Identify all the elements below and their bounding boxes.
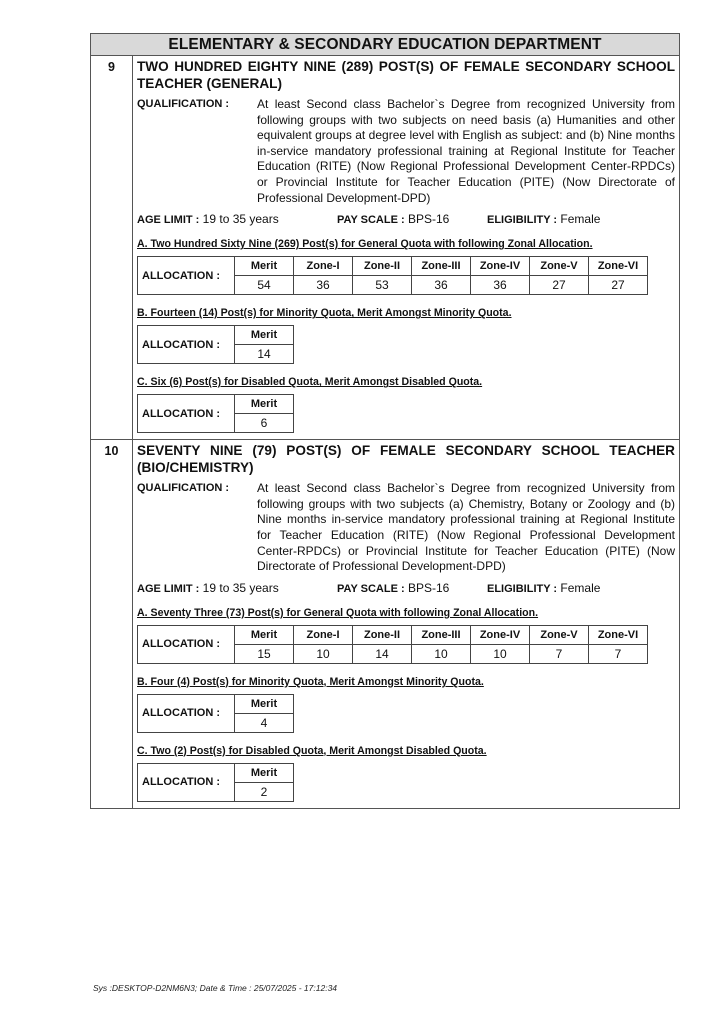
zone-value: 53 — [353, 276, 412, 295]
zone-header: Zone-VI — [589, 625, 648, 644]
zonal-allocation-table — [137, 625, 648, 664]
system-footer: Sys :DESKTOP-D2NM6N3; Date & Time : 25/07/2025 - 17:12:34 — [93, 983, 338, 993]
merit-header: Merit — [235, 694, 294, 713]
zone-value: 10 — [471, 644, 530, 663]
zone-header: Zone-I — [294, 625, 353, 644]
zone-value: 10 — [412, 644, 471, 663]
general-quota-heading: A. Seventy Three (73) Post(s) for General Quota with following Zonal Allocation. — [137, 606, 539, 619]
age-limit-value: 19 to 35 years — [202, 212, 279, 227]
allocation-label: ALLOCATION : — [138, 326, 235, 364]
qualification-label: QUALIFICATION : — [137, 98, 230, 110]
job-title: SEVENTY NINE (79) POST(S) OF FEMALE SECONDARY SCHOOL TEACHER (BIO/CHEMISTRY) — [137, 443, 675, 476]
job-title: TWO HUNDRED EIGHTY NINE (289) POST(S) OF FEMALE SECONDARY SCHOOL TEACHER (GENERAL) — [137, 59, 675, 91]
zone-value: 7 — [589, 644, 648, 663]
age-limit — [137, 581, 337, 595]
merit-value: 4 — [235, 713, 294, 732]
pay-scale — [337, 212, 487, 226]
qualification-text: At least Second class Bachelor`s Degree from recognized University from following groups with two subjects (a) Chemistry, Botany or Zoology and (b) Nine months in-service mandatory professional training at Regional Institute for Teacher Education (RITE) (Now Regional Professional Development Center-RPDCs) or Provincial Institute for Teacher Education (PITE) (Now Directorate of Professional Development-DPD) — [257, 481, 675, 574]
allocation-label: ALLOCATION : — [138, 694, 235, 732]
eligibility — [487, 212, 600, 226]
age-limit — [137, 212, 337, 226]
zone-value: 7 — [530, 644, 589, 663]
disabled-allocation-table — [137, 763, 294, 802]
qualification-row — [137, 481, 675, 575]
job-entry — [91, 56, 679, 440]
zone-header: Zone-V — [530, 257, 589, 276]
merit-header: Merit — [235, 763, 294, 782]
qualification-label: QUALIFICATION : — [137, 482, 230, 495]
zone-header: Merit — [235, 625, 294, 644]
job-number: 9 — [91, 56, 133, 439]
general-quota-heading: A. Two Hundred Sixty Nine (269) Post(s) for General Quota with following Zonal Allocation. — [137, 238, 593, 251]
zone-header: Zone-II — [353, 257, 412, 276]
zone-value: 14 — [353, 644, 412, 663]
minority-quota-heading: B. Four (4) Post(s) for Minority Quota, Merit Amongst Minority Quota. — [137, 675, 484, 688]
pay-scale-value: BPS-16 — [408, 580, 450, 595]
pay-scale — [337, 581, 487, 595]
zone-value: 54 — [235, 276, 294, 295]
qualification-text: At least Second class Bachelor`s Degree from recognized University from following groups with two subjects on need basis (a) Humanities and other equivalent groups at degree level with English as subject: and (b) Nine months in-service mandatory professional training at Regional Institute for Teacher Education (RITE) (Now Regional Professional Development Center-RPDCs) or Provincial Institute for Teacher Education (PITE) (Now Directorate of Professional Development-DPD) — [257, 97, 675, 205]
allocation-label: ALLOCATION : — [138, 625, 235, 663]
merit-header: Merit — [235, 395, 294, 414]
job-meta-row — [137, 581, 675, 595]
allocation-label: ALLOCATION : — [138, 257, 235, 295]
minority-allocation-table — [137, 694, 294, 733]
zone-value: 36 — [412, 276, 471, 295]
zone-header: Zone-VI — [589, 257, 648, 276]
zone-header: Merit — [235, 257, 294, 276]
department-header: ELEMENTARY & SECONDARY EDUCATION DEPARTMENT — [91, 33, 679, 56]
advertisement-sheet — [90, 33, 680, 809]
zone-value: 15 — [235, 644, 294, 663]
zone-header: Zone-II — [353, 625, 412, 644]
merit-value: 6 — [235, 414, 294, 433]
job-details — [133, 56, 679, 439]
zone-header: Zone-V — [530, 625, 589, 644]
age-limit-label: AGE LIMIT : — [137, 582, 200, 595]
merit-value: 2 — [235, 782, 294, 801]
eligibility — [487, 581, 600, 595]
minority-quota-heading: B. Fourteen (14) Post(s) for Minority Quota, Merit Amongst Minority Quota. — [137, 307, 512, 320]
zone-value: 27 — [530, 276, 589, 295]
age-limit-value: 19 to 35 years — [202, 580, 279, 595]
minority-allocation-table — [137, 325, 294, 364]
zone-header: Zone-IV — [471, 625, 530, 644]
zone-value: 27 — [589, 276, 648, 295]
pay-scale-label: PAY SCALE : — [337, 582, 405, 595]
allocation-label: ALLOCATION : — [138, 763, 235, 801]
zone-header: Zone-III — [412, 625, 471, 644]
job-meta-row — [137, 212, 675, 226]
pay-scale-value: BPS-16 — [408, 212, 450, 227]
age-limit-label: AGE LIMIT : — [137, 214, 200, 227]
zone-header: Zone-III — [412, 257, 471, 276]
job-details — [133, 440, 679, 808]
zone-header: Zone-IV — [471, 257, 530, 276]
disabled-quota-heading: C. Two (2) Post(s) for Disabled Quota, Merit Amongst Disabled Quota. — [137, 744, 487, 757]
zone-header: Zone-I — [294, 257, 353, 276]
eligibility-value: Female — [560, 580, 601, 595]
eligibility-label: ELIGIBILITY : — [487, 214, 558, 227]
qualification-row — [137, 97, 675, 206]
zone-value: 36 — [294, 276, 353, 295]
zone-value: 10 — [294, 644, 353, 663]
job-entry — [91, 440, 679, 809]
job-number: 10 — [91, 440, 133, 808]
merit-header: Merit — [235, 326, 294, 345]
zone-value: 36 — [471, 276, 530, 295]
eligibility-label: ELIGIBILITY : — [487, 582, 558, 595]
disabled-allocation-table — [137, 394, 294, 433]
zonal-allocation-table — [137, 256, 648, 295]
pay-scale-label: PAY SCALE : — [337, 214, 405, 227]
allocation-label: ALLOCATION : — [138, 395, 235, 433]
disabled-quota-heading: C. Six (6) Post(s) for Disabled Quota, Merit Amongst Disabled Quota. — [137, 376, 483, 389]
merit-value: 14 — [235, 345, 294, 364]
eligibility-value: Female — [560, 212, 601, 227]
